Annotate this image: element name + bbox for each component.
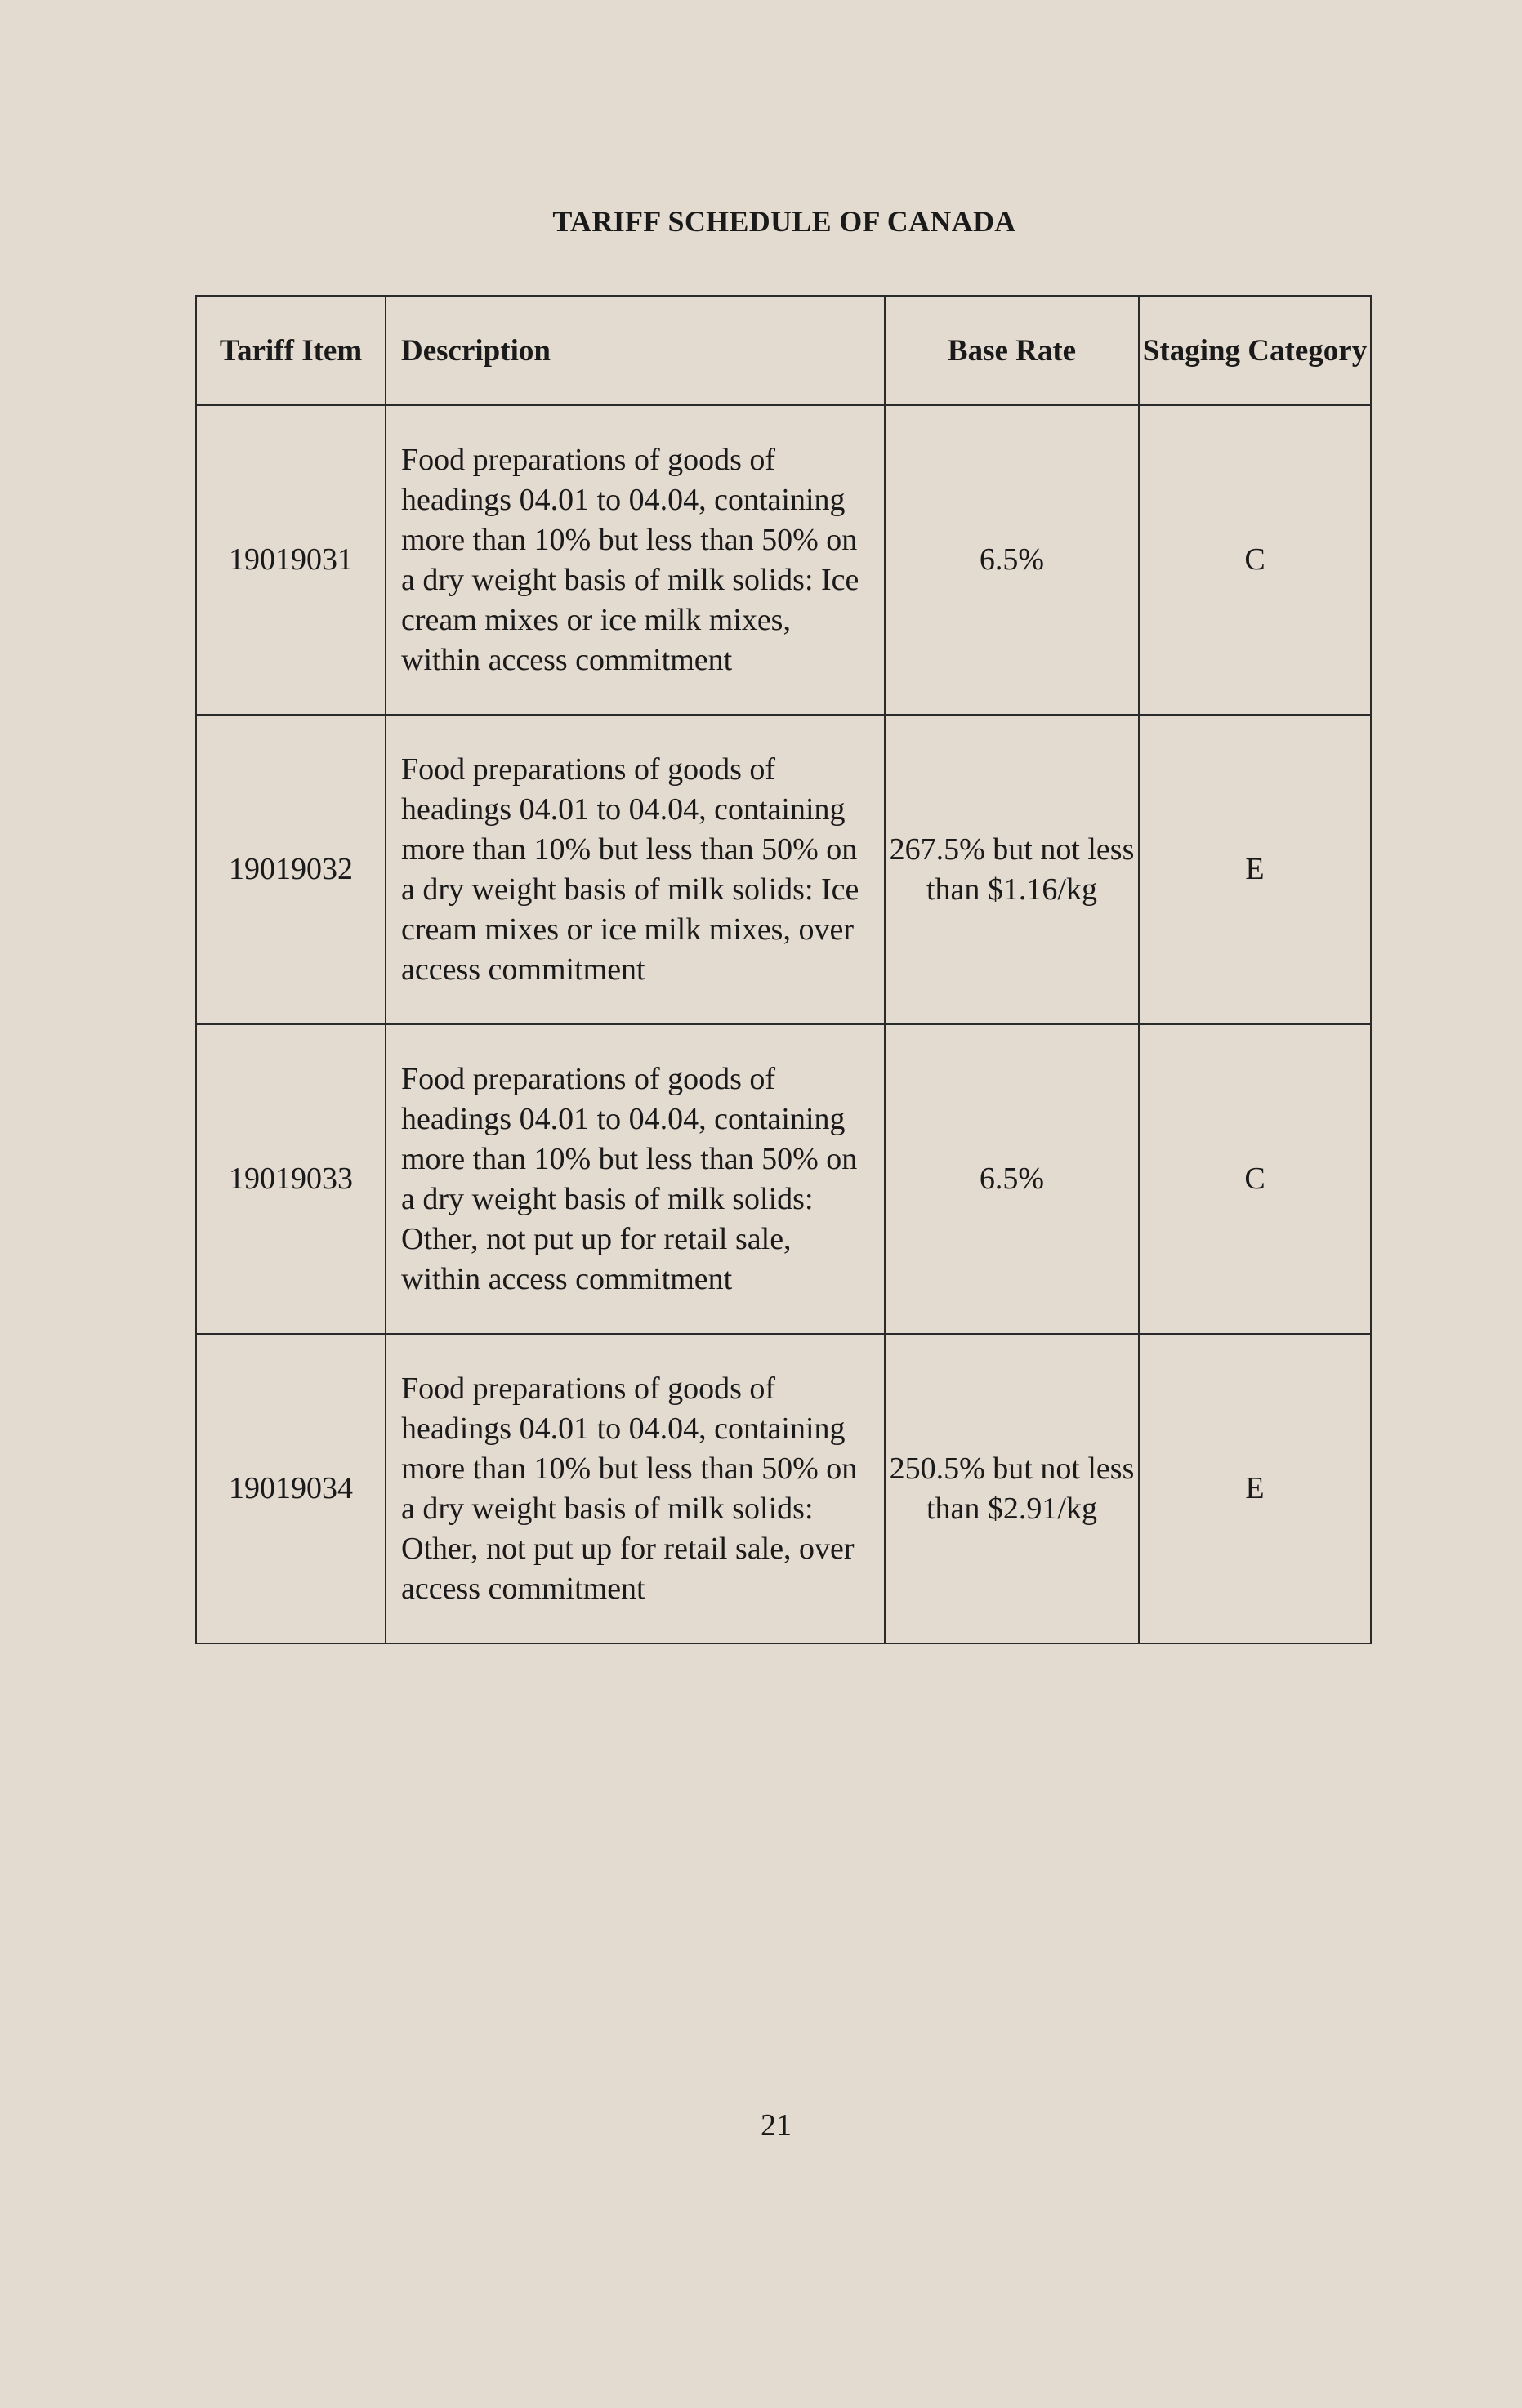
table-header-row (196, 296, 1371, 405)
page-title: TARIFF SCHEDULE OF CANADA (552, 205, 1016, 238)
staging-category-cell: E (1139, 715, 1371, 1024)
description-cell: Food preparations of goods of headings 04.01 to 04.04, containing more than 10% but less than 50% on a dry weight basis of milk solids: Ice cream mixes or ice milk mixes, within access commitment (386, 405, 885, 715)
staging-category-cell: C (1139, 405, 1371, 715)
tariff-table (195, 295, 1372, 1644)
table-row (196, 405, 1371, 715)
base-rate-cell: 250.5% but not less than $2.91/kg (885, 1334, 1139, 1643)
header-staging-category: Staging Category (1139, 296, 1371, 405)
tariff-item-cell: 19019031 (196, 405, 386, 715)
table-row (196, 1024, 1371, 1334)
table-row (196, 1334, 1371, 1643)
page-number: 21 (761, 2108, 792, 2143)
staging-category-cell: C (1139, 1024, 1371, 1334)
description-cell: Food preparations of goods of headings 04.01 to 04.04, containing more than 10% but less than 50% on a dry weight basis of milk solids: Other, not put up for retail sale, over access commitment (386, 1334, 885, 1643)
tariff-item-cell: 19019034 (196, 1334, 386, 1643)
staging-category-cell: E (1139, 1334, 1371, 1643)
description-cell: Food preparations of goods of headings 04.01 to 04.04, containing more than 10% but less than 50% on a dry weight basis of milk solids: Ice cream mixes or ice milk mixes, over access commitment (386, 715, 885, 1024)
base-rate-cell: 267.5% but not less than $1.16/kg (885, 715, 1139, 1024)
base-rate-cell: 6.5% (885, 405, 1139, 715)
header-tariff-item: Tariff Item (196, 296, 386, 405)
base-rate-cell: 6.5% (885, 1024, 1139, 1334)
tariff-item-cell: 19019032 (196, 715, 386, 1024)
header-description: Description (386, 296, 885, 405)
tariff-item-cell: 19019033 (196, 1024, 386, 1334)
table-row (196, 715, 1371, 1024)
header-base-rate: Base Rate (885, 296, 1139, 405)
description-cell: Food preparations of goods of headings 04.01 to 04.04, containing more than 10% but less than 50% on a dry weight basis of milk solids: Other, not put up for retail sale, within access commitment (386, 1024, 885, 1334)
